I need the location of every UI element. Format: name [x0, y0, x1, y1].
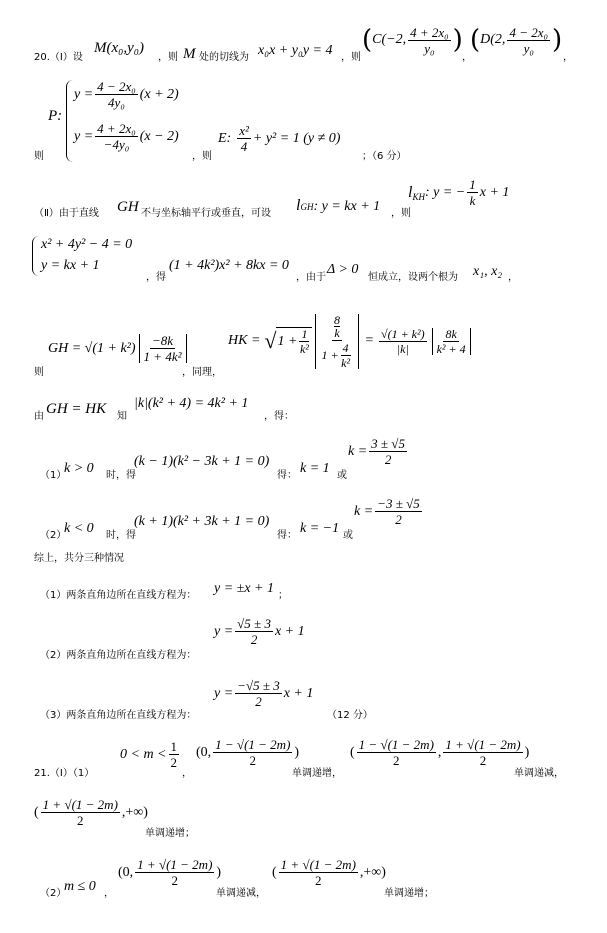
- quadratic-eq: (1 + 4k²)x² + 8kx = 0: [169, 258, 289, 273]
- summary-text: 综上，共分三种情况: [34, 553, 124, 564]
- part2-mid: 不与坐标轴平行或垂直，可设: [141, 208, 271, 219]
- point-M-ref: M: [183, 46, 196, 62]
- interval-3: ( $\frac{1 + √(1 - 2m)}{2}$ ,+∞): [34, 797, 148, 828]
- then-text-3: 则: [34, 151, 44, 162]
- since-text: ，由于: [296, 272, 326, 283]
- problem-21-lead: 21.（Ⅰ）（1）: [34, 768, 95, 779]
- line-P-label: P:: [48, 108, 63, 124]
- then-text-4: ，则: [192, 151, 212, 162]
- then-text: ，则: [158, 52, 178, 63]
- case1-equation: (k − 1)(k² − 3k + 1 = 0): [134, 454, 270, 469]
- system-eq-1: x² + 4y² − 4 = 0: [41, 237, 133, 252]
- then-text-6: 则: [34, 367, 44, 378]
- then-text-2: ，则: [341, 52, 361, 63]
- interval-2: ( $\frac{1 - √(1 - 2m)}{2}$ , $\frac{1 + √(1 - 2m)}{2}$ ): [350, 737, 530, 768]
- roots: x₁, x₂: [473, 264, 503, 279]
- GH-equals-HK: GH = HK: [46, 401, 107, 417]
- system-eq-2: y = kx + 1: [41, 258, 100, 273]
- summary-eq-1: y = ±x + 1: [214, 581, 275, 596]
- know-text: 知: [117, 411, 127, 422]
- case2-equation: (k + 1)(k² + 3k + 1 = 0): [134, 514, 270, 529]
- get-text-2: ，得：: [264, 411, 294, 422]
- interval-5: ( $\frac{1 + √(1 - 2m)}{2}$ ,+∞): [272, 857, 386, 888]
- p21-condition-1: 0 < m < $\frac{1}{2}$: [120, 739, 178, 770]
- score-12: （12 分）: [327, 710, 373, 721]
- then-text-5: ，则: [391, 208, 411, 219]
- p21-condition-2: m ≤ 0: [64, 879, 96, 894]
- ellipse-E: E: $\frac{\text{x²}}{4}$ + y² = 1 (y ≠ 0): [218, 123, 341, 154]
- case2-roots: k = $\frac{-3 \pm √5}{2}$: [354, 496, 420, 527]
- line-lGH: l GH : y = kx + 1: [296, 197, 381, 214]
- tangent-equation: x₀x + y₀y = 4: [258, 43, 333, 58]
- summary-case-3: （3）两条直角边所在直线方程为：: [40, 710, 197, 721]
- case1-condition: k > 0: [64, 461, 94, 476]
- GH-length: GH = √(1 + k²) $\frac{-8k}{\text{1 + 4k²}}$: [48, 334, 187, 363]
- case1-root: k = 1: [300, 461, 330, 476]
- delta-text: 恒成立，设两个根为: [368, 272, 458, 283]
- case2-condition: k < 0: [64, 521, 94, 536]
- interval-1: (0, $\frac{1 - √(1 - 2m)}{2}$ ): [196, 737, 300, 768]
- delta-condition: Δ > 0: [327, 262, 359, 277]
- get-text: ，得: [146, 272, 166, 283]
- line-GH: GH: [117, 199, 139, 215]
- score-6: ；（6 分）: [362, 151, 407, 162]
- summary-case-1: （1）两条直角边所在直线方程为：: [40, 590, 197, 601]
- point-D: ( D(2, $\frac{\text{4 − 2x₀}}{\text{y₀}}$ ): [470, 24, 563, 56]
- line-P1: y = $\frac{\text{4 − 2x₀}}{\text{4y₀}}$ (x + 2): [74, 79, 179, 110]
- case2-root: k = −1: [300, 521, 340, 536]
- know-equation: |k|(k² + 4) = 4k² + 1: [134, 396, 249, 411]
- line-lKH: l $_{KH}$ : y = − $\frac{1}{k}$ x + 1: [408, 177, 510, 208]
- problem-20-lead: 20.（Ⅰ）设: [34, 52, 83, 63]
- line-P2: y = $\frac{\text{4 + 2x₀}}{\text{−4y₀}}$ (x − 2): [74, 121, 179, 152]
- system-brace-2: [32, 236, 39, 276]
- point-M: M(x₀,y₀): [94, 40, 144, 56]
- system-brace: [66, 80, 73, 162]
- tangent-text: 处的切线为: [199, 52, 249, 63]
- summary-eq-2: y = $\frac{√5 \pm 3}{2}$ x + 1: [214, 616, 305, 647]
- interval-4: (0, $\frac{1 + √(1 - 2m)}{2}$ ): [118, 857, 222, 888]
- summary-case-2: （2）两条直角边所在直线方程为：: [40, 650, 197, 661]
- HK-length: HK = √ 1 + $\frac{1}{\text{k²}}$ 8 k 1 + $\frac{4}{\text{k²}}$ = $\frac{\text{√(1 + k²)}}{|k|}$ $\frac{8k}{\text{k² + 4}}$: [228, 302, 471, 380]
- point-C: ( C(−2, $\frac{\text{4 + 2x₀}}{\text{y₀}}$ ): [362, 24, 463, 56]
- from-text: 由: [34, 411, 44, 422]
- same-text: ，同理，: [182, 367, 222, 378]
- part2-lead: （Ⅱ）由于直线: [34, 208, 99, 219]
- case1-roots: k = $\frac{3 \pm √5}{2}$: [348, 436, 405, 467]
- summary-eq-3: y = $\frac{-√5 \pm 3}{2}$ x + 1: [214, 678, 314, 709]
